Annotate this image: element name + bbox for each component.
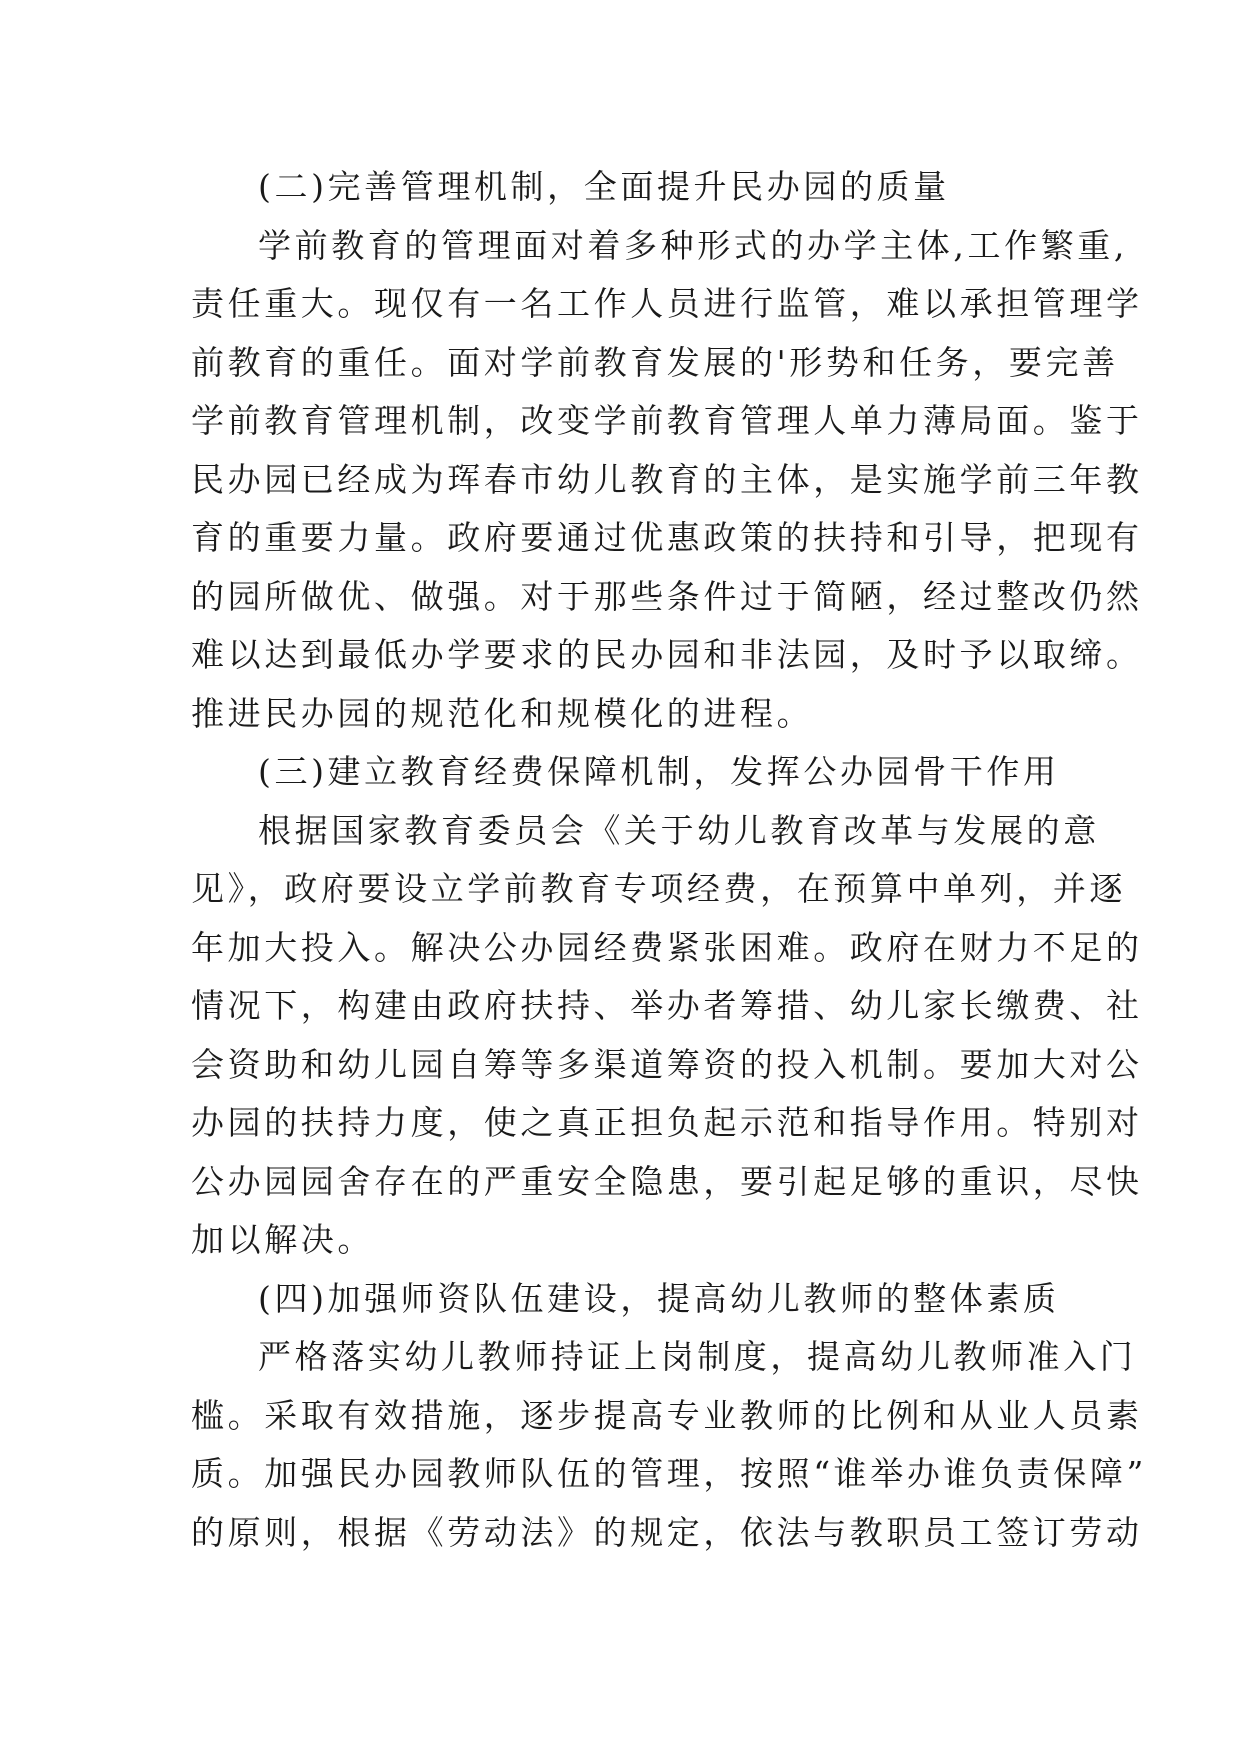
paragraph-line: 情况下，构建由政府扶持、举办者筹措、幼儿家长缴费、社	[191, 986, 1143, 1025]
paragraph-line: 责任重大。现仅有一名工作人员进行监管，难以承担管理学	[191, 284, 1143, 323]
paragraph-line: 加以解决。	[191, 1220, 374, 1259]
section-heading-3: (三)建立教育经费保障机制，发挥公办园骨干作用	[258, 752, 1060, 791]
paragraph-line: 难以达到最低办学要求的民办园和非法园，及时予以取缔。	[191, 635, 1143, 674]
paragraph-line: 育的重要力量。政府要通过优惠政策的扶持和引导，把现有	[191, 518, 1143, 557]
paragraph-line: 年加大投入。解决公办园经费紧张困难。政府在财力不足的	[191, 927, 1143, 967]
paragraph-line: 学前教育的管理面对着多种形式的办学主体,工作繁重,	[258, 225, 1128, 265]
paragraph-line: 槛。采取有效措施，逐步提高专业教师的比例和从业人员素	[191, 1395, 1143, 1435]
paragraph-line: 推进民办园的规范化和规模化的进程。	[191, 693, 814, 733]
paragraph-line: 见》，政府要设立学前教育专项经费，在预算中单列，并逐	[191, 869, 1127, 908]
paragraph-line: 根据国家教育委员会《关于幼儿教育改革与发展的意	[258, 810, 1100, 850]
paragraph-line: 前教育的重任。面对学前教育发展的'形势和任务，要完善	[191, 342, 1119, 382]
paragraph-line: 质。加强民办园教师队伍的管理，按照“谁举办谁负责保障”	[191, 1454, 1147, 1493]
paragraph-line: 学前教育管理机制，改变学前教育管理人单力薄局面。鉴于	[191, 401, 1143, 440]
paragraph-line: 民办园已经成为珲春市幼儿教育的主体，是实施学前三年教	[191, 459, 1143, 499]
paragraph-line: 会资助和幼儿园自筹等多渠道筹资的投入机制。要加大对公	[191, 1044, 1143, 1084]
document-body	[191, 158, 1147, 1562]
paragraph-line: 的原则，根据《劳动法》的规定，依法与教职员工签订劳动	[191, 1512, 1143, 1552]
section-heading-2: (二)完善管理机制，全面提升民办园的质量	[258, 167, 950, 206]
section-heading-4: (四)加强师资队伍建设，提高幼儿教师的整体素质	[258, 1278, 1060, 1318]
paragraph-line: 办园的扶持力度，使之真正担负起示范和指导作用。特别对	[191, 1103, 1143, 1142]
paragraph-line: 严格落实幼儿教师持证上岗制度，提高幼儿教师准入门	[258, 1337, 1137, 1376]
paragraph-line: 公办园园舍存在的严重安全隐患，要引起足够的重识，尽快	[191, 1161, 1143, 1201]
paragraph-line: 的园所做优、做强。对于那些条件过于简陋，经过整改仍然	[191, 576, 1143, 616]
